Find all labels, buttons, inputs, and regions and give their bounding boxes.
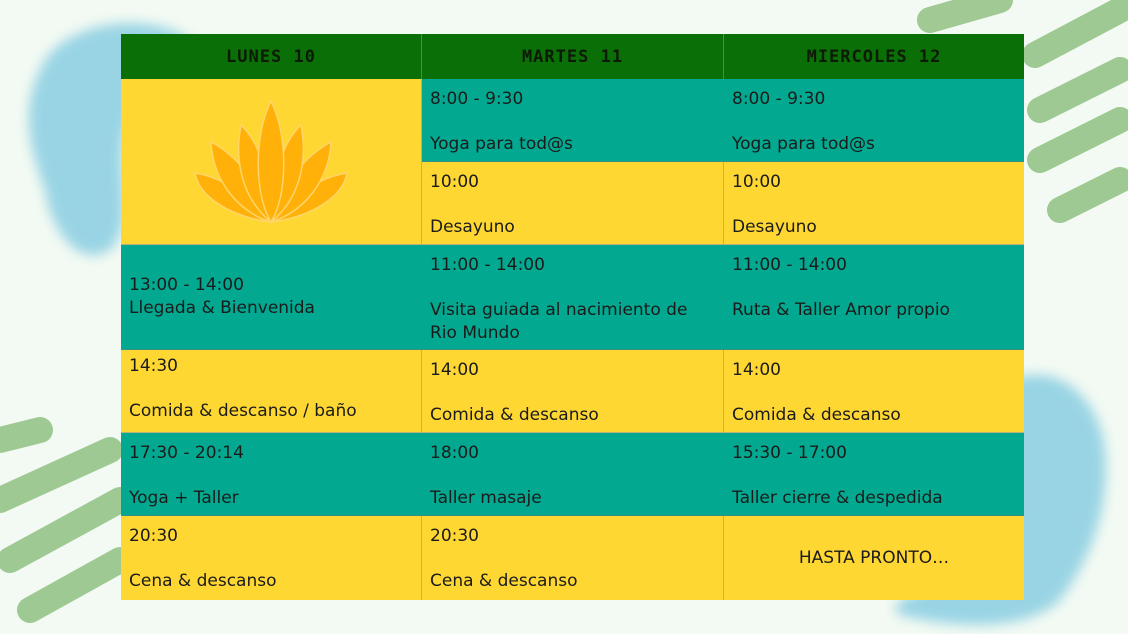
header-lunes: LUNES 10 xyxy=(121,34,422,79)
slot-activity: Llegada & Bienvenida xyxy=(129,298,315,318)
lotus-icon xyxy=(191,97,351,227)
miercoles-ruta-slot xyxy=(724,245,1024,350)
slot-time: 18:00 xyxy=(430,443,479,463)
slot-time: 14:00 xyxy=(732,360,781,380)
martes-visita-slot xyxy=(422,245,724,350)
slot-activity: Yoga + Taller xyxy=(129,488,239,508)
miercoles-desayuno-slot xyxy=(724,162,1024,245)
slot-activity: Yoga para tod@s xyxy=(732,134,875,154)
miercoles-cierre-slot xyxy=(724,433,1024,516)
martes-masaje-slot xyxy=(422,433,724,516)
slot-activity: Cena & descanso xyxy=(129,571,277,591)
miercoles-yoga-slot xyxy=(724,79,1024,162)
slot-activity: Ruta & Taller Amor propio xyxy=(732,300,950,320)
martes-yoga-slot xyxy=(422,79,724,162)
slot-time: 14:30 xyxy=(129,356,178,376)
slot-time: 8:00 - 9:30 xyxy=(732,89,826,109)
slot-activity: Taller masaje xyxy=(430,488,542,508)
slot-activity: Desayuno xyxy=(732,217,817,237)
slot-time: 20:30 xyxy=(430,526,479,546)
lunes-llegada-slot xyxy=(121,245,422,350)
lunes-comida-slot xyxy=(121,350,422,433)
miercoles-comida-slot xyxy=(724,350,1024,433)
slot-activity: Comida & descanso xyxy=(732,405,901,425)
lunes-yoga-slot xyxy=(121,433,422,516)
slot-activity: Desayuno xyxy=(430,217,515,237)
slot-time: 10:00 xyxy=(732,172,781,192)
slot-time: 13:00 - 14:00 xyxy=(129,275,244,295)
lotus-cell xyxy=(121,79,422,245)
slot-time: 11:00 - 14:00 xyxy=(732,255,847,275)
slot-time: 20:30 xyxy=(129,526,178,546)
lunes-cena-slot xyxy=(121,516,422,600)
header-martes: MARTES 11 xyxy=(422,34,724,79)
martes-desayuno-slot xyxy=(422,162,724,245)
header-miercoles: MIERCOLES 12 xyxy=(724,34,1024,79)
slot-activity: Yoga para tod@s xyxy=(430,134,573,154)
slot-time: 10:00 xyxy=(430,172,479,192)
slot-time: 14:00 xyxy=(430,360,479,380)
martes-comida-slot xyxy=(422,350,724,433)
slot-activity: Comida & descanso / baño xyxy=(129,401,357,421)
slot-activity: Visita guiada al nacimiento de Rio Mundo xyxy=(430,300,688,343)
slot-activity: Taller cierre & despedida xyxy=(732,488,943,508)
slot-time: 8:00 - 9:30 xyxy=(430,89,524,109)
slot-time: 15:30 - 17:00 xyxy=(732,443,847,463)
farewell-message: HASTA PRONTO… xyxy=(724,516,1024,600)
slot-time: 17:30 - 20:14 xyxy=(129,443,244,463)
martes-cena-slot xyxy=(422,516,724,600)
schedule-table xyxy=(121,34,1024,600)
slot-time: 11:00 - 14:00 xyxy=(430,255,545,275)
slot-activity: Comida & descanso xyxy=(430,405,599,425)
slot-activity: Cena & descanso xyxy=(430,571,578,591)
